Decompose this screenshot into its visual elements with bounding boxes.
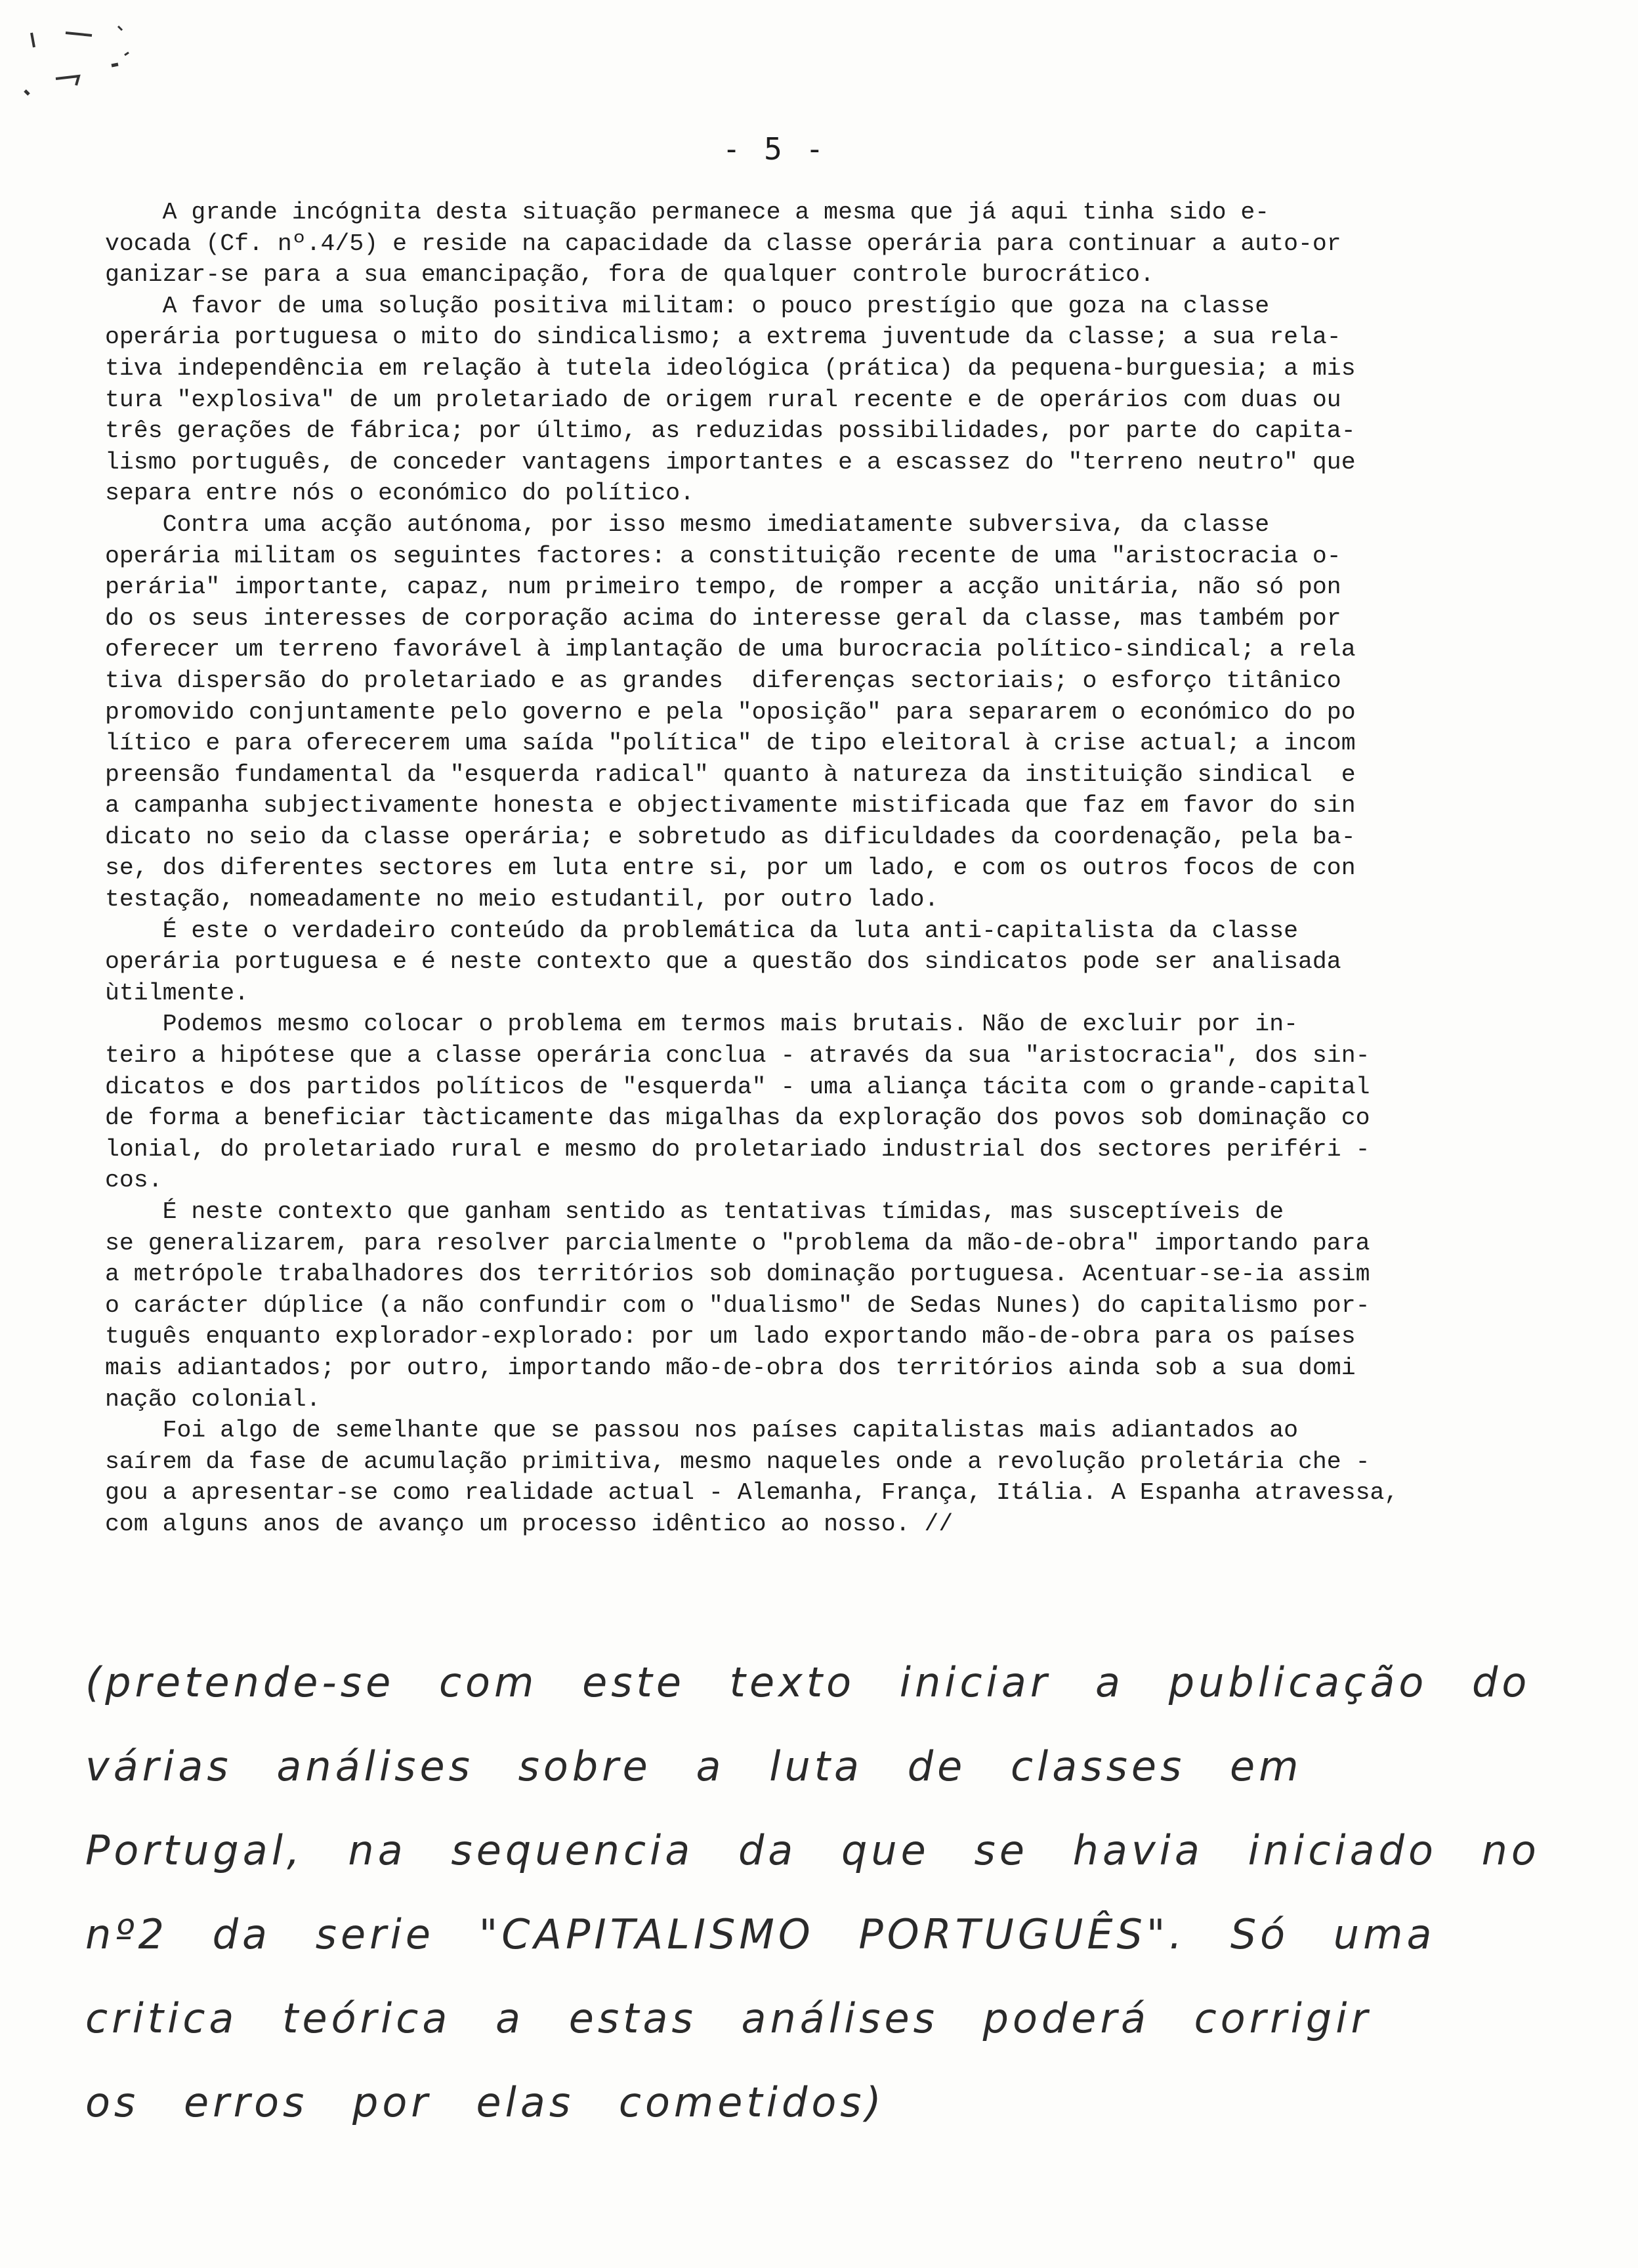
text-line: tura "explosiva" de um proletariado de origem rural recente e de operários com duas ou	[105, 386, 1341, 413]
handwritten-line: várias análises sobre a luta de classes em	[85, 1742, 1303, 1790]
text-line: A grande incógnita desta situação permanece a mesma que já aqui tinha sido e-	[105, 199, 1270, 226]
text-line: nação colonial.	[105, 1385, 321, 1413]
typed-body-text	[105, 197, 1509, 1540]
text-line: do os seus interesses de corporação acima do interesse geral da classe, mas também por	[105, 604, 1341, 632]
text-line: vocada (Cf. nº.4/5) e reside na capacidade da classe operária para continuar a auto-or	[105, 230, 1341, 257]
handwritten-line: nº2 da serie "CAPITALISMO PORTUGUÊS". Só uma	[85, 1910, 1436, 1958]
text-line: Contra uma acção autónoma, por isso mesmo imediatamente subversiva, da classe	[105, 511, 1270, 538]
text-line: testação, nomeadamente no meio estudantil, por outro lado.	[105, 886, 939, 914]
handwritten-line: (pretende-se com este texto iniciar a publicação do	[85, 1658, 1531, 1706]
text-line: oferecer um terreno favorável à implantação de uma burocracia político-sindical; a rela	[105, 636, 1356, 663]
text-line: ùtilmente.	[105, 979, 249, 1007]
text-line: lismo português, de conceder vantagens importantes e a escassez do "terreno neutro" que	[105, 448, 1356, 476]
text-line: É neste contexto que ganham sentido as tentativas tímidas, mas susceptíveis de	[105, 1198, 1284, 1225]
text-line: A favor de uma solução positiva militam: o pouco prestígio que goza na classe	[105, 292, 1270, 320]
text-line: gou a apresentar-se como realidade actual - Alemanha, França, Itália. A Espanha atravessa,	[105, 1479, 1399, 1507]
text-line: preensão fundamental da "esquerda radical" quanto à natureza da instituição sindical e	[105, 761, 1356, 788]
text-line: Foi algo de semelhante que se passou nos países capitalistas mais adiantados ao	[105, 1417, 1298, 1444]
text-line: tiva independência em relação à tutela ideológica (prática) da pequena-burguesia; a mis	[105, 354, 1356, 382]
handwritten-note	[85, 1641, 1562, 2145]
page-number: - 5 -	[722, 131, 827, 167]
text-line: se generalizarem, para resolver parcialmente o "problema da mão-de-obra" importando para	[105, 1229, 1370, 1257]
text-line: tuguês enquanto explorador-explorado: por um lado exportando mão-de-obra para os países	[105, 1323, 1356, 1351]
text-line: lítico e para oferecerem uma saída "política" de tipo eleitoral à crise actual; a incom	[105, 730, 1356, 757]
text-line: dicato no seio da classe operária; e sobretudo as dificuldades da coordenação, pela ba-	[105, 823, 1356, 850]
handwritten-line: critica teórica a estas análises poderá corrigir	[85, 1994, 1372, 2042]
text-line: a campanha subjectivamente honesta e objectivamente mistificada que faz em favor do sin	[105, 792, 1356, 820]
text-line: separa entre nós o económico do político.	[105, 480, 695, 507]
text-line: É este o verdadeiro conteúdo da problemática da luta anti-capitalista da classe	[105, 917, 1298, 944]
text-line: mais adiantados; por outro, importando mão-de-obra dos territórios ainda sob a sua domi	[105, 1354, 1356, 1381]
text-line: lonial, do proletariado rural e mesmo do proletariado industrial dos sectores periféri -	[105, 1135, 1370, 1163]
handwritten-line: os erros por elas cometidos)	[85, 2078, 885, 2126]
text-line: dicatos e dos partidos políticos de "esquerda" - uma aliança tácita com o grande-capital	[105, 1073, 1370, 1101]
text-line: de forma a beneficiar tàcticamente das migalhas da exploração dos povos sob dominação co	[105, 1104, 1370, 1132]
text-line: cos.	[105, 1167, 163, 1194]
text-line: saírem da fase de acumulação primitiva, mesmo naqueles onde a revolução proletária che -	[105, 1448, 1370, 1475]
text-line: a metrópole trabalhadores dos territórios sob dominação portuguesa. Acentuar-se-ia assim	[105, 1261, 1370, 1288]
text-line: teiro a hipótese que a classe operária conclua - através da sua "aristocracia", dos sin-	[105, 1042, 1370, 1070]
text-line: se, dos diferentes sectores em luta entre si, por um lado, e com os outros focos de con	[105, 854, 1356, 882]
text-line: com alguns anos de avanço um processo idêntico ao nosso. //	[105, 1510, 954, 1538]
text-line: Podemos mesmo colocar o problema em termos mais brutais. Não de excluir por in-	[105, 1011, 1298, 1038]
text-line: três gerações de fábrica; por último, as reduzidas possibilidades, por parte do capita-	[105, 417, 1356, 445]
text-line: perária" importante, capaz, num primeiro tempo, de romper a acção unitária, não só pon	[105, 574, 1341, 601]
text-line: ganizar-se para a sua emancipação, fora de qualquer controle burocrático.	[105, 261, 1154, 289]
text-line: operária portuguesa e é neste contexto que a questão dos sindicatos pode ser analisada	[105, 948, 1341, 976]
text-line: operária militam os seguintes factores: a constituição recente de uma "aristocracia o-	[105, 542, 1341, 570]
text-line: tiva dispersão do proletariado e as grandes diferenças sectoriais; o esforço titânico	[105, 667, 1341, 694]
text-line: operária portuguesa o mito do sindicalismo; a extrema juventude da classe; a sua rela-	[105, 324, 1341, 351]
handwritten-line: Portugal, na sequencia da que se havia iniciado no	[85, 1826, 1540, 1874]
corner-scribble-marks	[20, 13, 138, 98]
text-line: promovido conjuntamente pelo governo e pela "oposição" para separarem o económico do po	[105, 698, 1356, 726]
text-line: o carácter dúplice (a não confundir com o "dualismo" de Sedas Nunes) do capitalismo por-	[105, 1292, 1370, 1319]
